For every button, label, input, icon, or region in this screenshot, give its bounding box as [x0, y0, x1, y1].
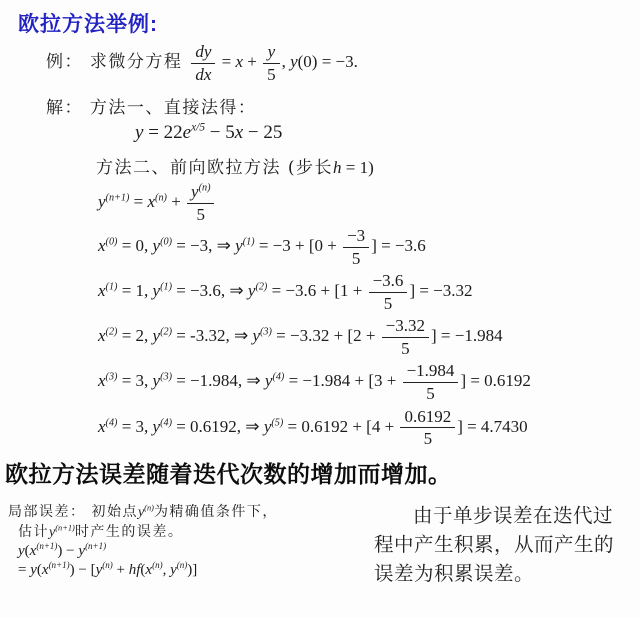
iteration-line-2: $x^{(1)} = 1$, $y^{(1)} = -3.6$, ⇒ $y^{(2)} = -3.6 + [1$ + $\frac{-3.6}{5}$ ] = −3.32 [98, 271, 473, 313]
page-title: 欧拉方法举例: [18, 13, 158, 36]
iteration-line-3: $x^{(2)} = 2$, $y^{(2)} = -3.32$, ⇒ $y^{(3)} = -3.32 + [2$ + $\frac{-3.32}{5}$ ] = −1.984 [98, 316, 503, 358]
local-error-definition-line2: 估计$y^{(n+1)}$时产生的误差。 [18, 523, 184, 540]
local-error-block [8, 501, 356, 589]
euler-recurrence-formula: $y^{(n+1)} = x^{(n)}$ + $\frac{y^{(n)}}{5}$ [98, 182, 640, 224]
iteration-line-5: $x^{(4)} = 3$, $y^{(4)} = 0.6192$, ⇒ $y^{(5)} = 0.6192 + [4$ + $\frac{0.6192}{5}$ ] = 4.7430 [98, 406, 528, 449]
example-problem-line: 例： 求微分方程 $\frac{dy}{dx}$ = x + $\frac{y}{5}$ , y(0) = −3. [46, 42, 358, 84]
error-growth-statement: 欧拉方法误差随着迭代次数的增加而增加。 [5, 460, 452, 487]
method2-forward-euler-label: 方法二、前向欧拉方法 (步长h = 1) [96, 158, 374, 179]
local-error-definition-line1: 局部误差： 初始点$y^{(n)}$为精确值条件下， [8, 503, 278, 520]
cumulative-error-note: 由于单步误差在迭代过程中产生积累，从而产生的误差为积累误差。 [374, 503, 615, 586]
bottom-notes-row [8, 501, 640, 589]
solution-method1-label: 解： 方法一、直接法得： [46, 98, 257, 119]
iteration-line-4: $x^{(3)} = 3$, $y^{(3)} = -1.984$, ⇒ $y^{(4)} = -1.984 + [3$ + $\frac{-1.984}{5}$ ] = 0.6192 [98, 361, 531, 404]
iteration-line-1: $x^{(0)} = 0$, $y^{(0)} = -3$, ⇒ $y^{(1)} = -3 + [0$ + $\frac{-3}{5}$ ] = −3.6 [98, 226, 426, 268]
local-error-formula-line1: $y(x^{(n+1)}) - y^{(n+1)}$ [18, 540, 107, 559]
direct-solution-formula: $y = 22e^{x/5} - 5x - 25$ [135, 121, 283, 144]
local-error-formula-line2: = $y(x^{(n+1)}) - [y^{(n)} + hf(x^{(n)}$, $y^{(n)}$)] [18, 559, 198, 578]
